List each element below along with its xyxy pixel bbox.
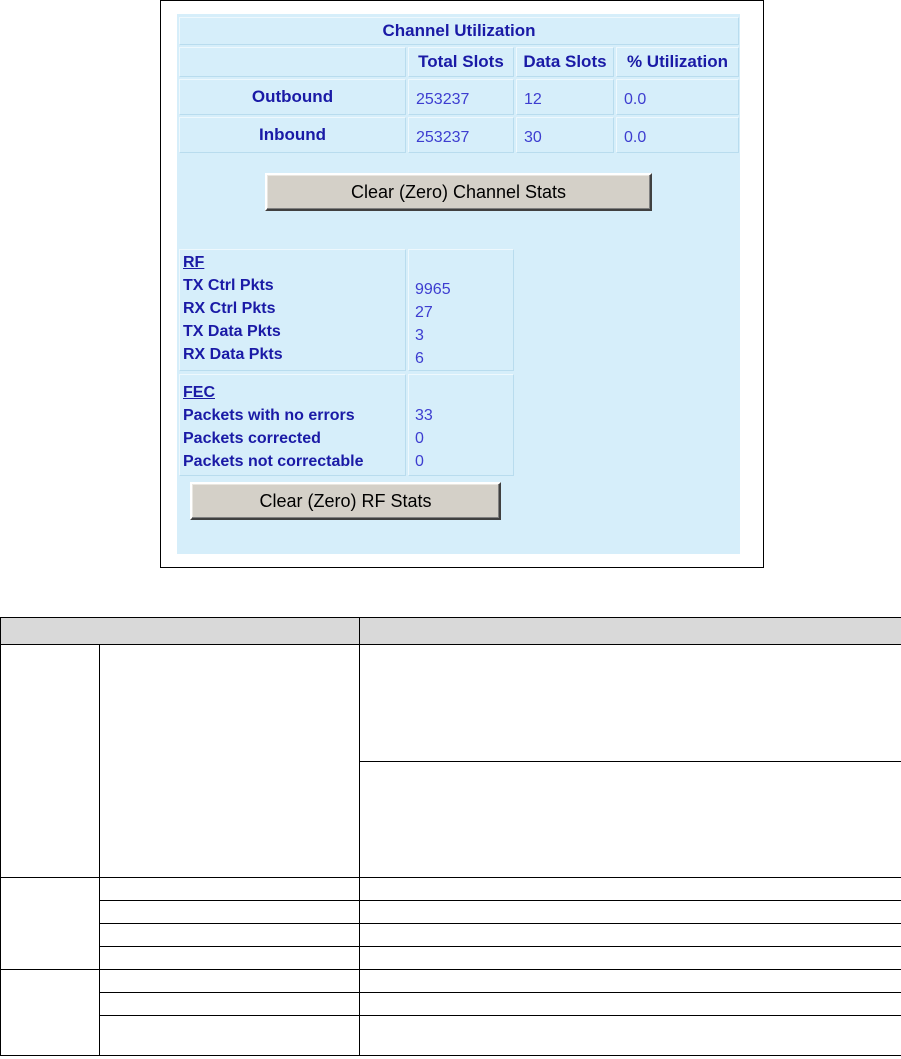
outbound-total-slots: 253237 [408,79,514,115]
header-utilization: % Utilization [616,47,739,77]
fec-labels [183,381,364,473]
fec-value-no-errors: 33 [415,407,433,424]
outbound-data-slots: 12 [516,79,614,115]
rf-values [415,278,451,370]
channel-utilization-title: Channel Utilization [179,17,739,45]
table-row [1,878,901,901]
fec-label-not-correctable: Packets not correctable [183,453,364,470]
rf-label-tx-data: TX Data Pkts [183,323,281,340]
row-label-inbound: Inbound [179,117,406,153]
fec-label-no-errors: Packets with no errors [183,407,355,424]
rf-labels [183,251,283,366]
fec-title-link[interactable]: FEC [183,384,215,401]
clear-rf-stats-button[interactable]: Clear (Zero) RF Stats [190,482,501,520]
row-label-outbound: Outbound [179,79,406,115]
fec-label-corrected: Packets corrected [183,430,321,447]
outbound-utilization: 0.0 [616,79,739,115]
header-empty-cell [179,47,406,77]
table-header-left [1,618,360,645]
rf-title-link[interactable]: RF [183,254,205,271]
table-row [1,947,901,970]
table-row [1,924,901,947]
rf-label-tx-ctrl: TX Ctrl Pkts [183,277,274,294]
table-row [1,901,901,924]
fec-values [415,404,433,473]
rf-label-rx-ctrl: RX Ctrl Pkts [183,300,276,317]
header-data-slots: Data Slots [516,47,614,77]
rf-label-rx-data: RX Data Pkts [183,346,283,363]
rf-value-tx-data: 3 [415,327,424,344]
table-row [1,970,901,993]
fec-value-not-correctable: 0 [415,453,424,470]
inbound-total-slots: 253237 [408,117,514,153]
inbound-data-slots: 30 [516,117,614,153]
fec-value-corrected: 0 [415,430,424,447]
rf-value-rx-ctrl: 27 [415,304,433,321]
clear-channel-stats-button[interactable]: Clear (Zero) Channel Stats [265,173,652,211]
table-row [1,1016,901,1056]
table-header-right [360,618,901,645]
inbound-utilization: 0.0 [616,117,739,153]
table-row [1,645,901,762]
reference-table [0,617,901,1056]
rf-value-tx-ctrl: 9965 [415,281,451,298]
table-row [1,993,901,1016]
header-total-slots: Total Slots [408,47,514,77]
rf-value-rx-data: 6 [415,350,424,367]
